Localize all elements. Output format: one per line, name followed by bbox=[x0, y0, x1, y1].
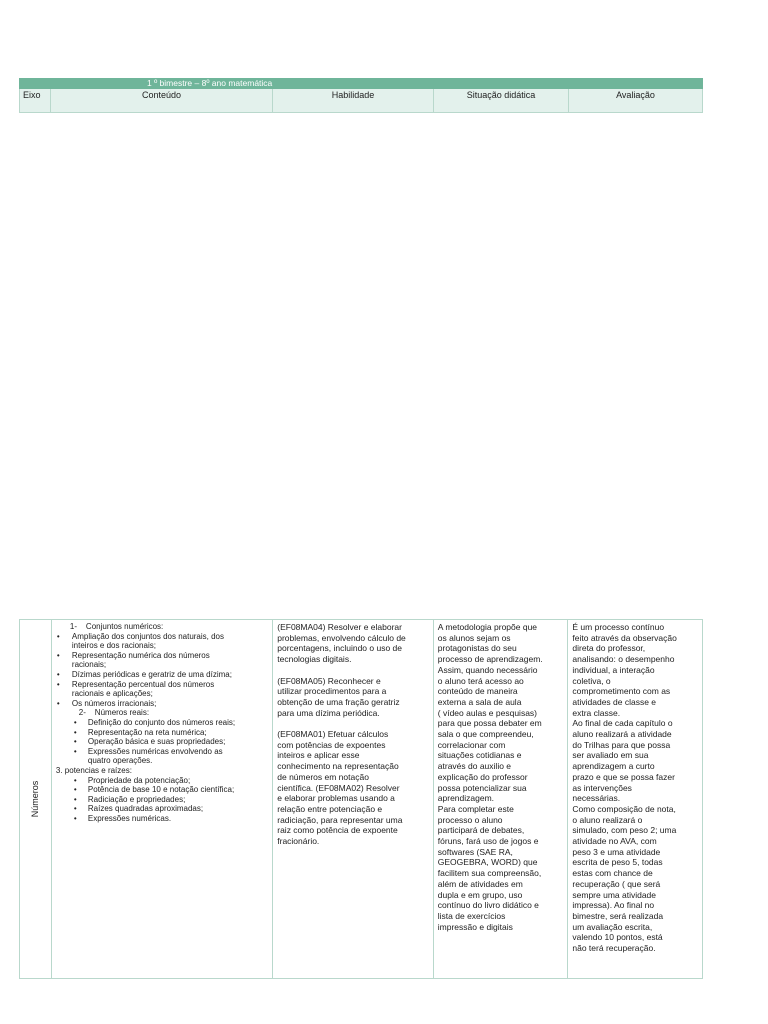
habilidade-line: problemas, envolvendo cálculo de bbox=[277, 632, 406, 643]
conteudo-line: • Representação percentual dos números bbox=[56, 680, 268, 690]
conteudo-line: • Dízimas periódicas e geratriz de uma dízima; bbox=[56, 670, 268, 680]
situacao-line: externa a sala de aula bbox=[437, 696, 522, 707]
situacao-line: Assim, quando necessário bbox=[437, 664, 538, 675]
header-table bbox=[19, 78, 703, 113]
conteudo-line: 3. potencias e raízes: bbox=[55, 765, 132, 775]
avaliacao-line: comprometimento com as bbox=[572, 686, 671, 697]
column-header-eixo: Eixo bbox=[19, 89, 50, 112]
avaliacao-line: um avaliação escrita, bbox=[572, 921, 653, 932]
habilidade-line: e elaborar problemas usando a bbox=[277, 793, 395, 804]
situacao-line: aprendizagem. bbox=[437, 793, 495, 804]
avaliacao-line: estas com chance de bbox=[572, 868, 653, 879]
avaliacao-line: ser avaliado em sua bbox=[572, 750, 649, 761]
conteudo-line: 1- Conjuntos numéricos: bbox=[69, 622, 164, 631]
situacao-line: contínuo do livro didático e bbox=[437, 900, 539, 911]
avaliacao-line: É um processo contínuo bbox=[572, 622, 665, 632]
habilidade-line: raiz como potência de expoente bbox=[277, 825, 398, 836]
situacao-line: GEOGEBRA, WORD) que bbox=[437, 857, 538, 868]
paragraph-gap bbox=[277, 718, 429, 729]
conteudo-line: racionais e aplicações; bbox=[71, 689, 153, 699]
avaliacao-line: direta do professor, bbox=[572, 643, 646, 654]
conteudo-line: • Operação básica e suas propriedades; bbox=[56, 737, 268, 747]
situacao-line: processo de aprendizagem. bbox=[437, 654, 543, 665]
situacao-line: dupla e em grupo, uso bbox=[437, 889, 523, 900]
situacao-line: conteúdo de maneira bbox=[437, 686, 518, 697]
avaliacao-line: peso 3 e uma atividade bbox=[572, 846, 661, 857]
avaliacao-line: necessárias. bbox=[572, 793, 621, 804]
situacao-line: Para completar este bbox=[437, 803, 514, 814]
situacao-line: participará de debates, bbox=[437, 825, 525, 836]
habilidade-line: porcentagens, incluindo o uso de bbox=[277, 643, 403, 654]
habilidade-line: relação entre potenciação e bbox=[277, 803, 383, 814]
header-row bbox=[19, 89, 703, 113]
situacao-line: situações cotidianas e bbox=[437, 750, 522, 761]
avaliacao-line: aprendizagem a curto bbox=[572, 761, 655, 772]
avaliacao-line: extra classe. bbox=[572, 707, 621, 718]
avaliacao-line: do Trilhas para que possa bbox=[572, 739, 671, 750]
column-header-conteudo: Conteúdo bbox=[50, 89, 272, 112]
habilidade-line: (EF08MA04) Resolver e elaborar bbox=[277, 622, 402, 632]
avaliacao-line: atividade no AVA, com bbox=[572, 836, 657, 847]
habilidade-line: inteiros e aplicar esse bbox=[277, 750, 360, 761]
avaliacao-line: valendo 10 pontos, está bbox=[572, 932, 663, 943]
conteudo-line: • Propriedade da potenciação; bbox=[56, 776, 268, 786]
conteudo-line: • Definição do conjunto dos números reais; bbox=[56, 718, 268, 728]
conteudo-line: inteiros e dos racionais; bbox=[71, 641, 156, 651]
situacao-line: protagonistas do seu bbox=[437, 643, 517, 654]
column-header-avaliacao: Avaliação bbox=[568, 89, 703, 112]
conteudo-line: 2- Números reais: bbox=[69, 708, 150, 718]
conteudo-line: • Radiciação e propriedades; bbox=[56, 795, 268, 805]
situacao-line: lista de exercícios bbox=[437, 910, 506, 921]
situacao-line: softwares (SAE RA, bbox=[437, 846, 513, 857]
avaliacao-line: feito através da observação bbox=[572, 632, 677, 643]
conteudo-line: • Expressões numéricas envolvendo as bbox=[56, 747, 268, 757]
avaliacao-line: coletiva, o bbox=[572, 675, 611, 686]
table-title: 1 º bimestre – 8º ano matemática bbox=[19, 78, 703, 89]
habilidade-line: com potências de expoentes bbox=[277, 739, 386, 750]
avaliacao-line: não terá recuperação. bbox=[572, 943, 656, 954]
eixo-cell bbox=[20, 620, 51, 978]
habilidade-line: utilizar procedimentos para a bbox=[277, 686, 387, 697]
avaliacao-line: analisando: o desempenho bbox=[572, 654, 675, 665]
avaliacao-cell bbox=[567, 620, 702, 978]
conteudo-line: • Os números irracionais; bbox=[56, 699, 268, 709]
conteudo-line: • Expressões numéricas. bbox=[56, 814, 268, 824]
avaliacao-line: impressa). Ao final no bbox=[572, 900, 655, 911]
avaliacao-line: recuperação ( que será bbox=[572, 878, 661, 889]
avaliacao-line: prazo e que se possa fazer bbox=[572, 771, 675, 782]
avaliacao-line: Ao final de cada capítulo o bbox=[572, 718, 673, 729]
habilidade-line: para uma dízima periódica. bbox=[277, 707, 380, 718]
content-table bbox=[19, 619, 703, 979]
avaliacao-line: as intervenções bbox=[572, 782, 632, 793]
paragraph-gap bbox=[277, 665, 429, 676]
situacao-line: facilitem sua compreensão, bbox=[437, 868, 542, 879]
habilidade-cell bbox=[272, 620, 433, 978]
column-header-situacao: Situação didática bbox=[433, 89, 568, 112]
situacao-line: através do auxilio e bbox=[437, 761, 512, 772]
avaliacao-line: sempre uma atividade bbox=[572, 889, 657, 900]
situacao-line: o aluno terá acesso ao bbox=[437, 675, 524, 686]
conteudo-line: • Raízes quadradas aproximadas; bbox=[56, 804, 268, 814]
habilidade-line: científica. (EF08MA02) Resolver bbox=[277, 782, 400, 793]
habilidade-line: fracionário. bbox=[277, 836, 320, 847]
conteudo-line: • Representação numérica dos números bbox=[56, 651, 268, 661]
situacao-line: A metodologia propõe que bbox=[437, 622, 538, 632]
habilidade-line: (EF08MA05) Reconhecer e bbox=[277, 675, 381, 686]
situacao-line: fóruns, fará uso de jogos e bbox=[437, 836, 539, 847]
situacao-line: além de atividades em bbox=[437, 878, 523, 889]
situacao-line: impressão e digitais bbox=[437, 921, 513, 932]
conteudo-line: • Potência de base 10 e notação científica; bbox=[56, 785, 268, 795]
situacao-line: ( vídeo aulas e pesquisas) bbox=[437, 707, 538, 718]
habilidade-line: conhecimento na representação bbox=[277, 761, 399, 772]
situacao-line: processo o aluno bbox=[437, 814, 503, 825]
conteudo-cell bbox=[51, 620, 272, 978]
habilidade-line: (EF08MA01) Efetuar cálculos bbox=[277, 729, 389, 739]
situacao-line: os alunos sejam os bbox=[437, 632, 511, 643]
avaliacao-line: individual, a interação bbox=[572, 664, 655, 675]
conteudo-line: quatro operações. bbox=[87, 756, 153, 766]
avaliacao-line: simulado, com peso 2; uma bbox=[572, 825, 677, 836]
habilidade-line: tecnologias digitais. bbox=[277, 654, 352, 665]
habilidade-line: radiciação, para representar uma bbox=[277, 814, 403, 825]
habilidade-line: obtenção de uma fração geratriz bbox=[277, 696, 400, 707]
situacao-line: sala o que compreendeu, bbox=[437, 729, 534, 740]
situacao-line: explicação do professor bbox=[437, 771, 528, 782]
column-header-habilidade: Habilidade bbox=[272, 89, 433, 112]
avaliacao-line: aluno realizará a atividade bbox=[572, 729, 672, 740]
situacao-line: correlacionar com bbox=[437, 739, 506, 750]
avaliacao-line: Como composição de nota, bbox=[572, 803, 676, 814]
avaliacao-line: bimestre, será realizada bbox=[572, 910, 664, 921]
conteudo-line: • Ampliação dos conjuntos dos naturais, dos bbox=[56, 632, 268, 642]
situacao-line: possa potencializar sua bbox=[437, 782, 527, 793]
situacao-cell bbox=[433, 620, 568, 978]
situacao-line: para que possa debater em bbox=[437, 718, 542, 729]
avaliacao-line: atividades de classe e bbox=[572, 696, 657, 707]
avaliacao-line: escrita de peso 5, todas bbox=[572, 857, 663, 868]
conteudo-line: • Representação na reta numérica; bbox=[56, 728, 268, 738]
habilidade-line: de números em notação bbox=[277, 771, 369, 782]
eixo-label: Números bbox=[30, 780, 41, 818]
avaliacao-line: o aluno realizará o bbox=[572, 814, 643, 825]
conteudo-line: racionais; bbox=[71, 660, 107, 670]
